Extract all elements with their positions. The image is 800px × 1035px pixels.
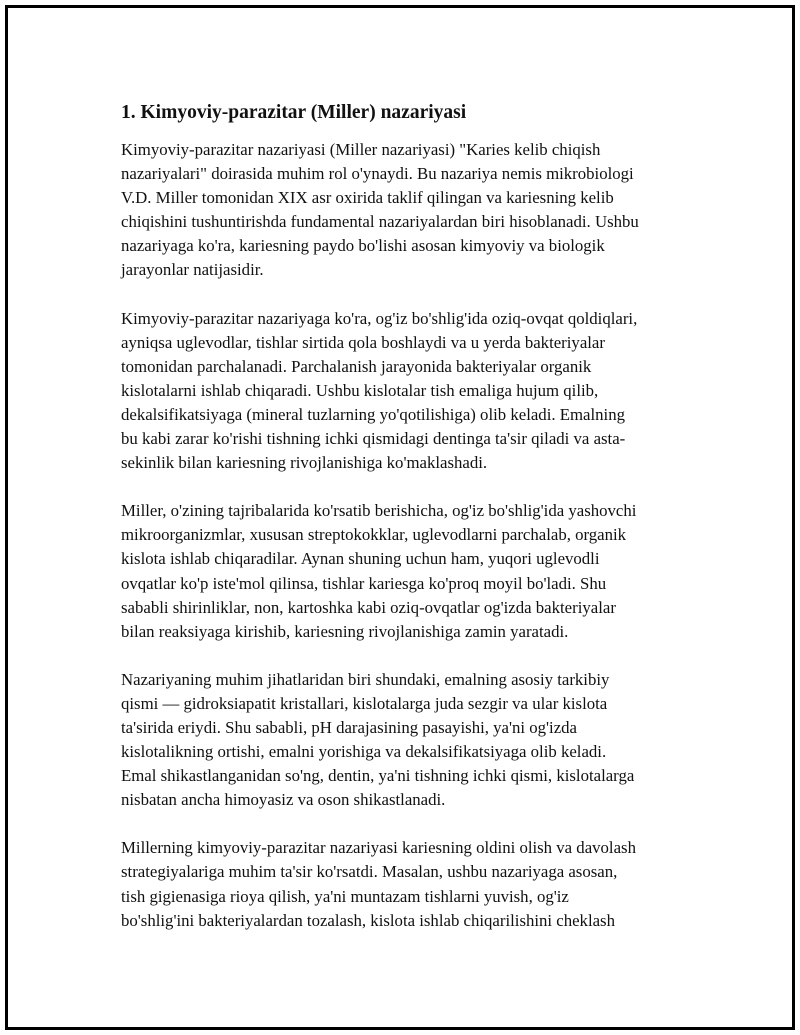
text-line: dekalsifikatsiyaga (mineral tuzlarning yo'qotilishiga) olib keladi. Emalning: [121, 404, 626, 424]
text-line: qismi — gidroksiapatit kristallari, kislotalarga juda sezgir va ular kislota: [121, 693, 608, 713]
text-line: Nazariyaning muhim jihatlaridan biri shundaki, emalning asosiy tarkibiy: [121, 669, 610, 689]
text-line: kislota ishlab chiqaradilar. Aynan shuning uchun ham, yuqori uglevodli: [121, 549, 600, 569]
text-line: sababli shirinliklar, non, kartoshka kabi oziq-ovqatlar og'izda bakteriyalar: [121, 597, 616, 617]
text-line: nazariyaga ko'ra, kariesning paydo bo'lishi asosan kimyoviy va biologik: [121, 236, 605, 256]
text-line: jarayonlar natijasidir.: [121, 260, 264, 280]
text-line: bu kabi zarar ko'rishi tishning ichki qismidagi dentinga ta'sir qiladi va asta-: [121, 429, 626, 449]
text-line: sekinlik bilan kariesning rivojlanishiga ko'maklashadi.: [121, 453, 488, 473]
document-content: [121, 100, 701, 957]
paragraph-1: [121, 138, 701, 283]
paragraph-5: [121, 836, 701, 932]
text-line: bilan reaksiyaga kirishib, kariesning rivojlanishiga zamin yaratadi.: [121, 621, 569, 641]
text-line: Miller, o'zining tajribalarida ko'rsatib berishicha, og'iz bo'shlig'ida yashovchi: [121, 501, 637, 521]
text-line: chiqishini tushuntirishda fundamental nazariyalardan biri hisoblanadi. Ushbu: [121, 212, 639, 232]
paragraph-3: [121, 499, 701, 644]
text-line: tomonidan parchalanadi. Parchalanish jarayonida bakteriyalar organik: [121, 356, 592, 376]
text-line: nazariyalari" doirasida muhim rol o'ynaydi. Bu nazariya nemis mikrobiologi: [121, 164, 634, 184]
document-page: [5, 5, 795, 1030]
text-line: Emal shikastlanganidan so'ng, dentin, ya'ni tishning ichki qismi, kislotalarga: [121, 766, 635, 786]
text-line: Kimyoviy-parazitar nazariyasi (Miller nazariyasi) "Karies kelib chiqish: [121, 140, 601, 159]
text-line: strategiyalariga muhim ta'sir ko'rsatdi. Masalan, ushbu nazariyaga asosan,: [121, 862, 618, 882]
text-line: Millerning kimyoviy-parazitar nazariyasi kariesning oldini olish va davolash: [121, 838, 636, 858]
text-line: V.D. Miller tomonidan XIX asr oxirida taklif qilingan va kariesning kelib: [121, 188, 614, 208]
text-line: mikroorganizmlar, xususan streptokokklar, uglevodlarni parchalab, organik: [121, 525, 627, 545]
section-heading: 1. Kimyoviy-parazitar (Miller) nazariyasi: [121, 102, 467, 123]
text-line: bo'shlig'ini bakteriyalardan tozalash, kislota ishlab chiqarilishini cheklash: [121, 910, 615, 930]
text-line: ovqatlar ko'p iste'mol qilinsa, tishlar kariesga ko'proq moyil bo'ladi. Shu: [121, 573, 607, 593]
paragraph-2: [121, 307, 701, 476]
text-line: ayniqsa uglevodlar, tishlar sirtida qola boshlaydi va u yerda bakteriyalar: [121, 332, 605, 352]
paragraph-4: [121, 668, 701, 813]
text-line: kislotalikning ortishi, emalni yorishiga va dekalsifikatsiyaga olib keladi.: [121, 742, 607, 762]
text-line: ta'sirida eriydi. Shu sababli, pH darajasining pasayishi, ya'ni og'izda: [121, 717, 578, 737]
text-line: Kimyoviy-parazitar nazariyaga ko'ra, og'iz bo'shlig'ida oziq-ovqat qoldiqlari,: [121, 308, 638, 328]
text-line: kislotalarni ishlab chiqaradi. Ushbu kislotalar tish emaliga hujum qilib,: [121, 380, 599, 400]
text-line: nisbatan ancha himoyasiz va oson shikastlanadi.: [121, 790, 446, 810]
text-line: tish gigienasiga rioya qilish, ya'ni muntazam tishlarni yuvish, og'iz: [121, 886, 569, 906]
